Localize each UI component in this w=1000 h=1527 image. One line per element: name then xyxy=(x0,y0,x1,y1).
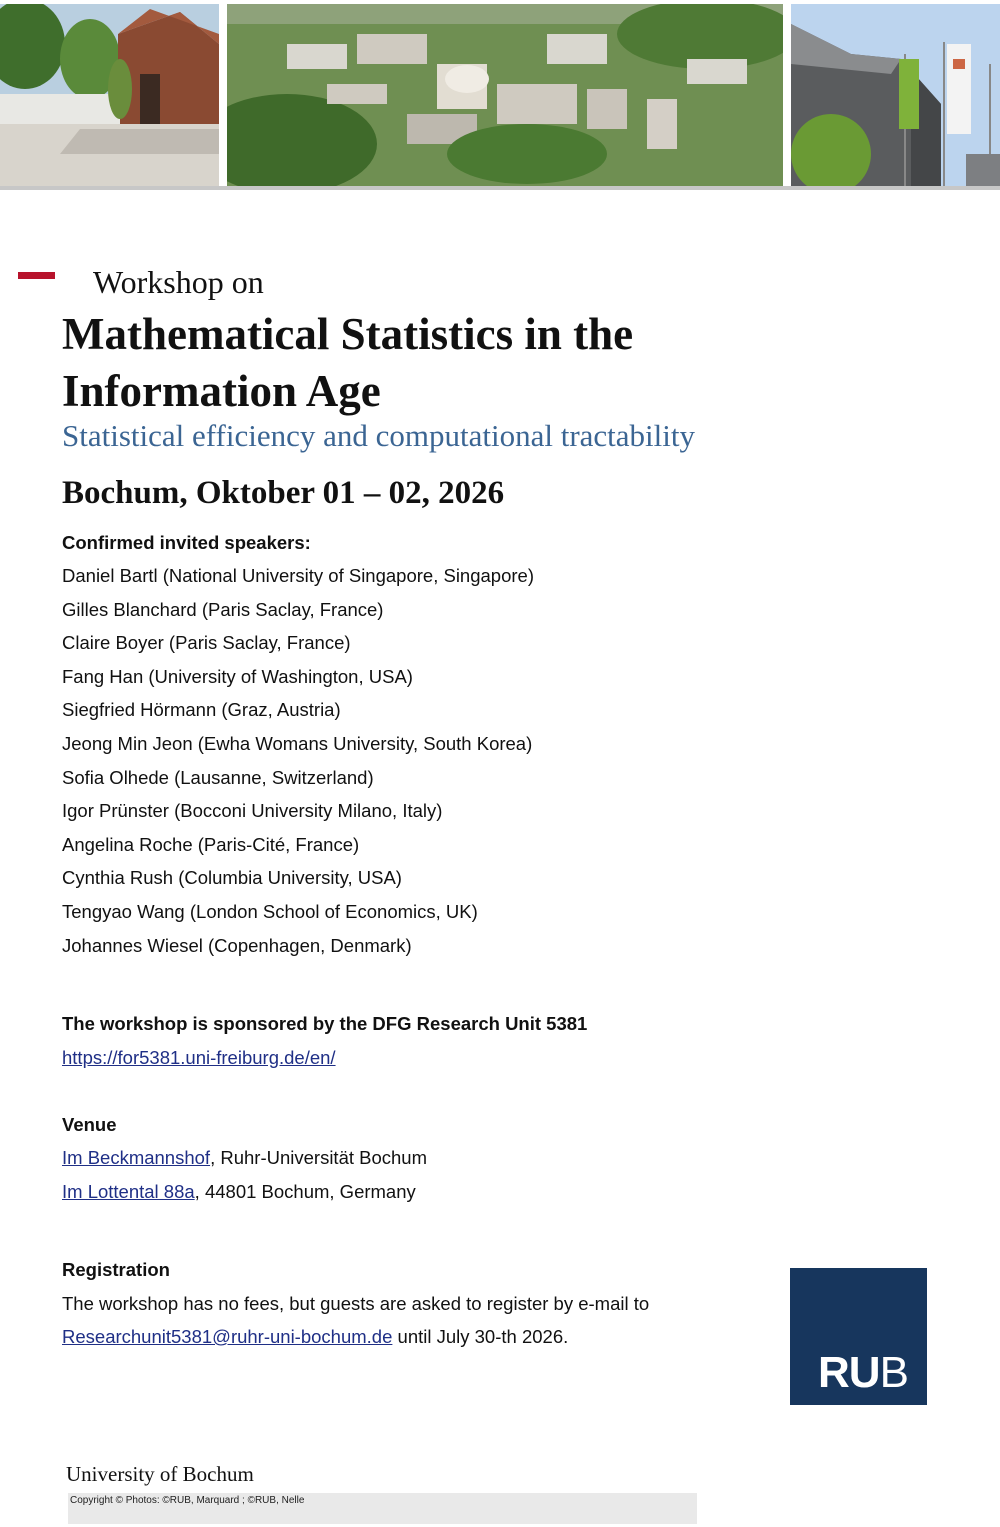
speaker-item: Siegfried Hörmann (Graz, Austria) xyxy=(62,699,341,721)
page-title: Mathematical Statistics in the Information Age xyxy=(62,309,634,416)
copyright-text: Copyright © Photos: ©RUB, Marquard ; ©RUB, Nelle xyxy=(70,1495,305,1506)
event-location-date: Bochum, Oktober 01 – 02, 2026 xyxy=(62,475,505,511)
speakers-heading: Confirmed invited speakers: xyxy=(62,532,311,553)
event-kicker: Workshop on xyxy=(93,264,264,300)
venue-heading: Venue xyxy=(62,1114,117,1135)
sponsor-text: The workshop is sponsored by the DFG Research Unit 5381 xyxy=(62,1013,588,1034)
speaker-item: Jeong Min Jeon (Ewha Womans University, South Korea) xyxy=(62,732,533,754)
venue-place-link[interactable]: Im Beckmannshof xyxy=(62,1147,211,1168)
speaker-item: Johannes Wiesel (Copenhagen, Denmark) xyxy=(62,934,412,956)
footer-university: University of Bochum xyxy=(66,1462,254,1486)
speaker-item: Sofia Olhede (Lausanne, Switzerland) xyxy=(62,766,374,788)
rub-logo xyxy=(790,1268,927,1405)
registration-heading: Registration xyxy=(62,1259,170,1280)
registration-email-link[interactable]: Researchunit5381@ruhr-uni-bochum.de xyxy=(62,1326,393,1347)
accent-dash xyxy=(18,272,55,279)
speaker-item: Daniel Bartl (National University of Singapore, Singapore) xyxy=(62,565,534,586)
speaker-item: Cynthia Rush (Columbia University, USA) xyxy=(62,867,402,889)
registration-deadline: until July 30-th 2026. xyxy=(392,1326,569,1347)
venue-place xyxy=(62,1147,427,1169)
venue-address-link[interactable]: Im Lottental 88a xyxy=(62,1181,195,1202)
speaker-item: Angelina Roche (Paris-Cité, France) xyxy=(62,833,360,855)
speaker-item: Gilles Blanchard (Paris Saclay, France) xyxy=(62,598,384,620)
speaker-item: Claire Boyer (Paris Saclay, France) xyxy=(62,632,351,654)
registration-email-line xyxy=(62,1326,568,1348)
speaker-item: Igor Prünster (Bocconi University Milano, Italy) xyxy=(62,800,443,822)
flags-photo xyxy=(791,4,1000,186)
campus-aerial-photo xyxy=(227,4,783,186)
venue-address-rest: , 44801 Bochum, Germany xyxy=(194,1181,416,1202)
building-photo xyxy=(0,4,219,186)
speaker-item: Tengyao Wang (London School of Economics, UK) xyxy=(62,900,478,922)
venue-place-rest: , Ruhr-Universität Bochum xyxy=(210,1147,428,1168)
speaker-item: Fang Han (University of Washington, USA) xyxy=(62,665,413,687)
registration-text: The workshop has no fees, but guests are asked to register by e-mail to xyxy=(62,1293,650,1314)
copyright-bar xyxy=(68,1493,697,1524)
event-subtitle: Statistical efficiency and computational tractability xyxy=(62,418,695,453)
speakers-list xyxy=(62,565,534,968)
sponsor-line xyxy=(62,1047,336,1069)
venue-address xyxy=(62,1181,416,1203)
header-divider xyxy=(0,186,1000,190)
sponsor-link[interactable]: https://for5381.uni-freiburg.de/en/ xyxy=(62,1047,336,1068)
rub-logo-text: RUB xyxy=(818,1348,908,1397)
